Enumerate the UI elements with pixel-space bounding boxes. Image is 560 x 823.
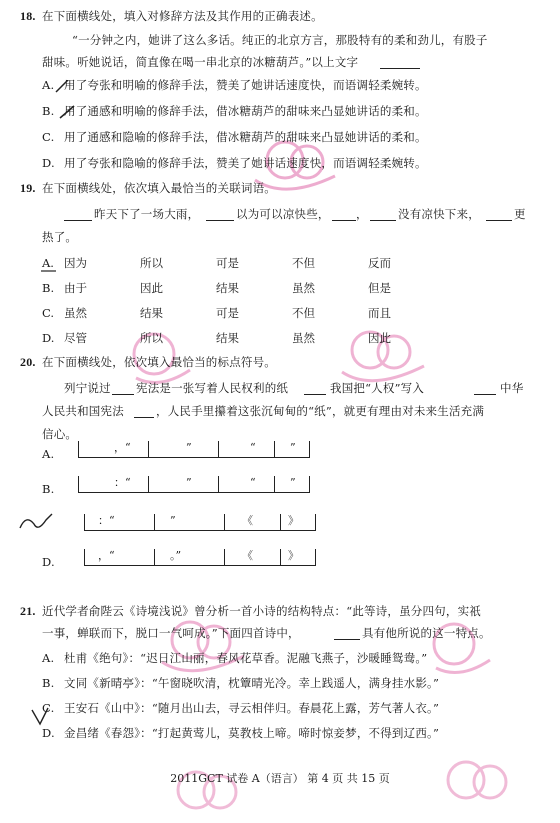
q18-option-b-text: 用了通感和明喻的修辞手法，借冰糖葫芦的甜味来凸显她讲话的柔和。 <box>64 104 427 118</box>
q20-divider <box>315 514 316 530</box>
q20-baseline <box>78 476 310 493</box>
q19-sentence-a: 昨天下了一场大雨， <box>94 207 200 221</box>
q20-passage-1a: 列宁说过 <box>64 381 111 395</box>
q21-option-a-text: 杜甫《绝句》：“迟日江山丽，春风花草香。泥融飞燕子，沙暖睡鸳鸯。” <box>64 651 428 665</box>
q21-stem-line1: 近代学者俞陛云《诗境浅说》曾分析一首小诗的结构特点：“此等诗，虽分四句，实祇 <box>42 604 481 618</box>
q19-blank-5 <box>486 207 512 221</box>
q20-divider <box>315 549 316 565</box>
q20-mark: 。” <box>170 549 182 562</box>
q20-option-c-marks <box>84 514 316 532</box>
q20-divider <box>218 476 219 492</box>
q19-cell: 虽然 <box>292 331 315 345</box>
q20-mark: ：“ <box>98 514 115 527</box>
q21-answer-blank <box>334 626 360 640</box>
q20-option-d-label: D. <box>42 555 55 569</box>
q18-stem: 在下面横线处，填入对修辞方法及其作用的正确表述。 <box>42 9 323 23</box>
q19-cell: 由于 <box>64 281 87 295</box>
q19-cell: 反而 <box>368 256 391 270</box>
q21-option-a-label: A. <box>42 651 55 665</box>
q20-baseline <box>78 441 310 458</box>
q19-sentence-c: ， <box>356 207 368 221</box>
q20-option-a-marks <box>78 441 310 459</box>
q20-baseline <box>84 514 316 531</box>
q20-divider <box>224 514 225 530</box>
q19-cell: 而且 <box>368 306 391 320</box>
q20-divider <box>309 476 310 492</box>
q20-passage-1b: 宪法是一张写着人民权利的纸 <box>136 381 289 395</box>
q19-cell: 因为 <box>64 256 87 270</box>
q20-option-b-label: B. <box>42 482 55 496</box>
q20-mark: ” <box>290 441 296 454</box>
q19-cell: 不但 <box>292 306 315 320</box>
q19-blank-2 <box>206 207 234 221</box>
q21-option-c-label: C. <box>42 701 55 715</box>
q19-sentence-line2: 热了。 <box>42 230 78 244</box>
q19-blank-3 <box>332 207 356 221</box>
q20-mark: ” <box>170 514 176 527</box>
q20-blank-2 <box>304 381 326 395</box>
q18-option-c-text: 用了通感和隐喻的修辞手法，借冰糖葫芦的甜味来凸显她讲话的柔和。 <box>64 130 427 144</box>
q20-divider <box>280 514 281 530</box>
q20-mark: ，“ <box>98 549 115 562</box>
handwritten-check-mark <box>30 706 50 728</box>
q20-mark: ，“ <box>114 441 131 454</box>
q19-row-label: D. <box>42 331 55 345</box>
q20-stem: 在下面横线处，依次填入最恰当的标点符号。 <box>42 355 276 369</box>
q19-cell: 尽管 <box>64 331 87 345</box>
q19-cell: 可是 <box>216 256 239 270</box>
q19-cell: 结果 <box>216 331 239 345</box>
page-footer: 2011GCT 试卷 A（语言） 第 4 页 共 15 页 <box>170 772 390 785</box>
q20-divider <box>154 549 155 565</box>
q20-blank-1 <box>112 381 134 395</box>
q20-passage-1d: 中华 <box>500 381 524 395</box>
q19-sentence-e: 更 <box>514 207 526 221</box>
q19-stem: 在下面横线处，依次填入最恰当的关联词语。 <box>42 181 276 195</box>
q21-option-d-label: D. <box>42 726 55 740</box>
q20-divider <box>224 549 225 565</box>
q20-mark: “ <box>250 441 256 454</box>
q20-mark: ” <box>186 476 192 489</box>
q19-row-label: C. <box>42 306 55 320</box>
q19-cell: 可是 <box>216 306 239 320</box>
q19-number: 19. <box>20 181 36 195</box>
q19-cell: 所以 <box>140 331 163 345</box>
q20-divider <box>218 441 219 457</box>
q19-sentence-d: 没有凉快下来， <box>398 207 480 221</box>
q20-option-b-marks <box>78 476 310 494</box>
q19-cell: 因此 <box>368 331 391 345</box>
q19-cell: 因此 <box>140 281 163 295</box>
q19-cell: 不但 <box>292 256 315 270</box>
q20-divider <box>274 441 275 457</box>
q20-mark: “ <box>250 476 256 489</box>
q20-baseline <box>84 549 316 566</box>
q18-passage-line2: 甜味。听她说话，简直像在喝一串北京的冰糖葫芦。”以上文字 <box>42 55 359 69</box>
q20-blank-4 <box>134 404 154 418</box>
q18-option-a-text: 用了夸张和明喻的修辞手法，赞美了她讲话速度快，而语调轻柔婉转。 <box>64 78 427 92</box>
q20-mark: ” <box>186 441 192 454</box>
q20-mark: 《 <box>242 514 253 527</box>
handwritten-choice-mark <box>16 510 56 538</box>
q20-passage-3: 信心。 <box>42 427 78 441</box>
q21-option-d-text: 金昌绪《春怨》：“打起黄莺儿，莫教枝上啼。啼时惊妾梦，不得到辽西。” <box>64 726 440 740</box>
q21-option-c-text: 王安石《山中》：“随月出山去，寻云相伴归。春晨花上露，芳气著人衣。” <box>64 701 440 715</box>
q18-passage-line1: “一分钟之内，她讲了这么多话。纯正的北京方言，那股特有的柔和劲儿，有股子 <box>72 33 488 47</box>
q20-divider <box>148 441 149 457</box>
q19-blank-4 <box>370 207 396 221</box>
q20-option-d-marks <box>84 549 316 567</box>
q20-mark: ：“ <box>114 476 131 489</box>
q19-blank-1 <box>64 207 92 221</box>
q21-stem-line2a: 一事，蝉联而下，脱口一气呵成。”下面四首诗中， <box>42 626 300 640</box>
q20-divider <box>309 441 310 457</box>
q19-sentence-b: 以为可以凉快些， <box>236 207 330 221</box>
q19-row-label: A. <box>42 256 54 270</box>
q18-number: 18. <box>20 9 36 23</box>
q19-cell: 虽然 <box>64 306 87 320</box>
handwritten-underline-mark <box>40 268 60 274</box>
q18-answer-blank <box>380 55 420 69</box>
q18-option-d-text: 用了夸张和隐喻的修辞手法，赞美了她讲话速度快，而语调轻柔婉转。 <box>64 156 427 170</box>
q20-divider <box>274 476 275 492</box>
q20-number: 20. <box>20 355 36 369</box>
q20-divider <box>154 514 155 530</box>
q18-option-c-label: C. <box>42 130 55 144</box>
q20-passage-2b: ，人民手里攥着这张沉甸甸的“纸”，就更有理由对未来生活充满 <box>156 404 485 418</box>
q20-option-a-label: A. <box>42 447 55 461</box>
handwritten-check-mark <box>52 80 92 150</box>
q21-stem-line2b: 具有他所说的这一特点。 <box>362 626 491 640</box>
q21-number: 21. <box>20 604 36 618</box>
q21-option-b-label: B. <box>42 676 55 690</box>
q18-option-a-label: A. <box>42 78 55 92</box>
q19-cell: 结果 <box>140 306 163 320</box>
q20-divider <box>148 476 149 492</box>
q19-cell: 所以 <box>140 256 163 270</box>
q20-blank-3 <box>474 381 496 395</box>
q20-mark: ” <box>290 476 296 489</box>
q20-mark: 》 <box>288 514 299 527</box>
q19-row-label: B. <box>42 281 55 295</box>
q19-cell: 结果 <box>216 281 239 295</box>
q20-passage-1c: 我国把“人权”写入 <box>330 381 425 395</box>
q20-passage-2: 人民共和国宪法 <box>42 404 124 418</box>
q19-cell: 但是 <box>368 281 391 295</box>
q19-cell: 虽然 <box>292 281 315 295</box>
q20-mark: 《 <box>242 549 253 562</box>
q20-mark: 》 <box>288 549 299 562</box>
q18-option-b-label: B. <box>42 104 55 118</box>
q18-option-d-label: D. <box>42 156 55 170</box>
q20-divider <box>280 549 281 565</box>
q21-option-b-text: 文同《新晴亭》：“午窗晓吹清，枕簟晴光冷。幸上践遥人，满身挂水影。” <box>64 676 440 690</box>
